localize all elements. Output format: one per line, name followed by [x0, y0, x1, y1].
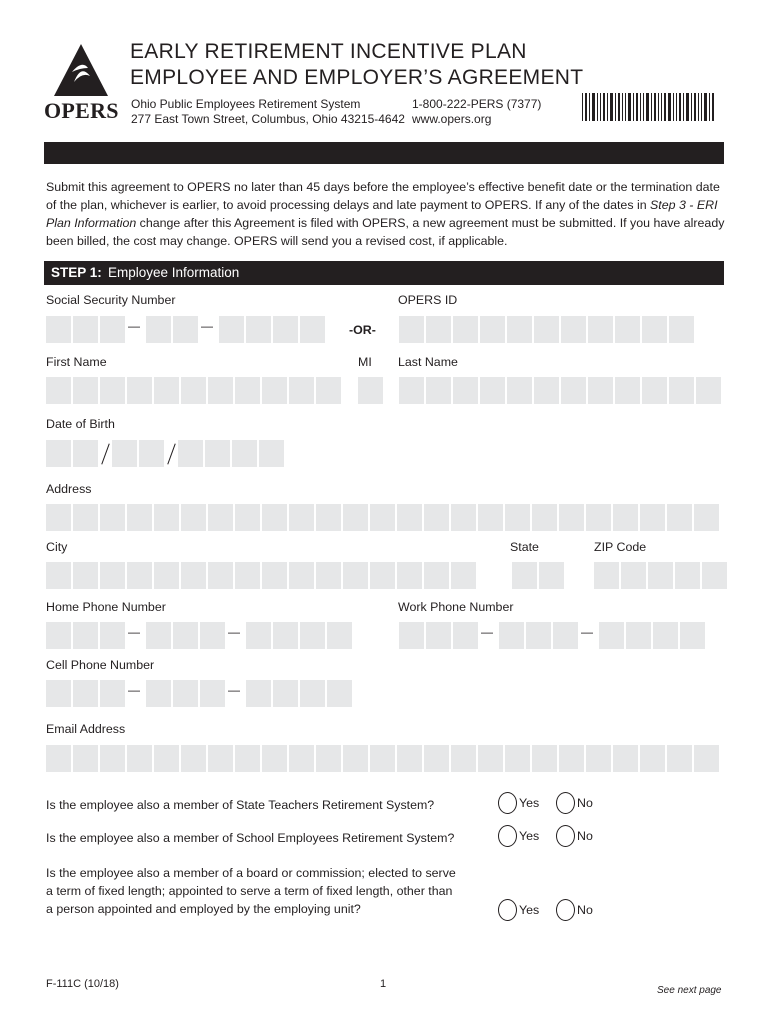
cell-phone-label: Cell Phone Number [46, 658, 155, 672]
page-number: 1 [380, 978, 387, 990]
opers-logo [44, 42, 120, 122]
sers-yes-radio[interactable] [498, 825, 517, 847]
step1-header: STEP 1: Employee Information [44, 261, 724, 285]
zip-label: ZIP Code [594, 540, 647, 554]
city-label: City [46, 540, 68, 554]
question-sers: Is the employee also a member of School Employees Retirement System? [46, 831, 455, 845]
see-next-page: See next page [657, 985, 722, 996]
board-yes-label: Yes [519, 903, 540, 917]
triangle-logo-icon [52, 42, 110, 98]
sers-no-radio[interactable] [556, 825, 575, 847]
form-title-line2: EMPLOYEE AND EMPLOYER’S AGREEMENT [130, 66, 584, 89]
state-label: State [510, 540, 539, 554]
dob-label: Date of Birth [46, 417, 115, 431]
sers-yes-label: Yes [519, 829, 540, 843]
strs-no-label: No [577, 796, 593, 810]
header-divider-bar [44, 142, 724, 164]
question-strs: Is the employee also a member of State Teachers Retirement System? [46, 798, 435, 812]
email-label: Email Address [46, 722, 126, 736]
opers-id-label: OPERS ID [398, 293, 458, 307]
sers-no-label: No [577, 829, 593, 843]
instructions-paragraph: Submit this agreement to OPERS no later than 45 days before the employee’s effective benefit date or the termination date of the plan, whichever is earlier, to avoid processing delays and late payment to OPERS. If any of the dates in Step 3 - ERI Plan Information change after this Agreement is filed with OPERS, a new agreement must be submitted. If you have already been billed, the cost may change. OPERS will send you a revised cost, if applicable. [46, 180, 725, 248]
strs-yes-label: Yes [519, 796, 540, 810]
org-phone: 1-800-222-PERS (7377) [412, 97, 542, 111]
work-phone-label: Work Phone Number [398, 600, 514, 614]
mi-label: MI [358, 355, 372, 369]
last-name-label: Last Name [398, 355, 458, 369]
home-phone-label: Home Phone Number [46, 600, 166, 614]
strs-yes-radio[interactable] [498, 792, 517, 814]
form-title-line1: EARLY RETIREMENT INCENTIVE PLAN [130, 40, 527, 63]
or-label: -OR- [349, 323, 376, 337]
strs-no-radio[interactable] [556, 792, 575, 814]
form-id: F-111C (10/18) [46, 978, 119, 990]
org-address: 277 East Town Street, Columbus, Ohio 43215-4642 [131, 112, 405, 126]
logo-wordmark: OPERS [44, 98, 119, 123]
board-no-radio[interactable] [556, 899, 575, 921]
barcode-icon [582, 93, 714, 121]
board-yes-radio[interactable] [498, 899, 517, 921]
ssn-label: Social Security Number [46, 293, 176, 307]
first-name-label: First Name [46, 355, 107, 369]
board-no-label: No [577, 903, 593, 917]
org-website[interactable]: www.opers.org [412, 112, 492, 126]
org-name: Ohio Public Employees Retirement System [131, 97, 361, 111]
address-label: Address [46, 482, 92, 496]
question-board-commission: Is the employee also a member of a board or commission; elected to serve a term of fixed length; appointed to serve a term of fixed length, other than a person appointed and employed by the employing unit? [46, 866, 456, 916]
